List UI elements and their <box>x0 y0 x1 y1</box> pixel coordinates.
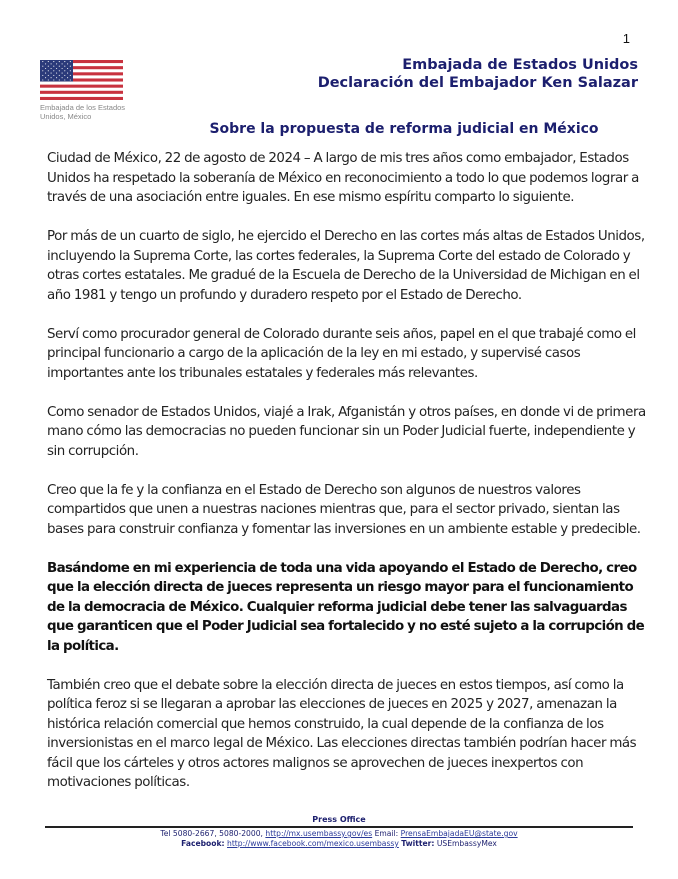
flag-star <box>51 77 52 78</box>
flag-stripe <box>40 85 123 88</box>
facebook-label: Facebook: <box>181 839 225 848</box>
flag-star <box>70 75 71 76</box>
flag-star <box>59 66 60 67</box>
flag-star <box>64 61 65 62</box>
flag-stripe <box>40 97 123 100</box>
flag-star <box>48 61 49 62</box>
twitter-label: Twitter: <box>401 839 435 848</box>
embassy-logo <box>40 60 130 121</box>
flag-star <box>51 73 52 74</box>
document-subject: Sobre la propuesta de reforma judicial en México <box>209 121 599 137</box>
flag-stripe <box>40 91 123 94</box>
flag-star <box>53 66 54 67</box>
letterhead-line2: Declaración del Embajador Ken Salazar <box>317 75 638 91</box>
flag-star <box>62 73 63 74</box>
flag-star <box>56 68 57 69</box>
flag-star <box>48 70 49 71</box>
flag-star <box>51 68 52 69</box>
flag-star <box>53 75 54 76</box>
flag-star <box>42 66 43 67</box>
embassy-website-link[interactable]: http://mx.usembassy.gov/es <box>265 829 373 838</box>
facebook-link[interactable]: http://www.facebook.com/mexico.usembassy <box>227 839 399 848</box>
logo-caption-line1: Embajada de los Estados <box>40 103 126 112</box>
press-email-link[interactable]: PrensaEmbajadaEU@state.gov <box>400 829 518 838</box>
us-flag-icon <box>40 60 123 100</box>
letterhead-line1: Embajada de Estados Unidos <box>402 57 638 73</box>
footer-tel: Tel 5080-2667, 5080-2000, <box>160 829 263 838</box>
flag-star <box>64 79 65 80</box>
flag-star <box>48 79 49 80</box>
flag-star <box>67 68 68 69</box>
paragraph-2: Por más de un cuarto de siglo, he ejercido el Derecho en las cortes más altas de Estados Unidos, incluyendo la Suprema Corte, las cortes federales, la Suprema Corte del estado de Colorado y otras cortes estatales. Me gradué de la Escuela de Derecho de la Universidad de Michigan en el año 1981 y tengo un profundo y duradero respeto por el Estado de Derecho. <box>47 229 645 303</box>
flag-star <box>62 77 63 78</box>
paragraph-1: Ciudad de México, 22 de agosto de 2024 – A largo de mis tres años como embajador, Estados Unidos ha respetado la soberanía de México en reconocimiento a todo lo que podemos lograr a través de una asociación entre iguales. En ese mismo espíritu comparto lo siguiente. <box>47 151 639 205</box>
flag-star <box>64 70 65 71</box>
press-office-title: Press Office <box>312 815 366 824</box>
flag-star <box>53 70 54 71</box>
paragraph-7: También creo que el debate sobre la elección directa de jueces en estos tiempos, así como la política feroz si se llegaran a aprobar las elecciones de jueces en 2025 y 2027, amenazan la histórica relación comercial que hemos construido, la cual depende de la confianza de los inversionistas en el marco legal de México. Las elecciones directas también podrían hacer más fácil que los cárteles y otros actores malignos se aprovechen de jueces inexpertos con motivaciones políticas. <box>47 677 637 790</box>
footer-email-label: Email: <box>374 829 399 838</box>
flag-star <box>59 70 60 71</box>
flag-star <box>42 70 43 71</box>
flag-star <box>64 75 65 76</box>
flag-star <box>62 68 63 69</box>
flag-star <box>45 63 46 64</box>
paragraph-4: Como senador de Estados Unidos, viajé a Irak, Afganistán y otros países, en donde vi de primera mano cómo las democracias no pueden funcionar sin un Poder Judicial fuerte, independiente y sin corrupción. <box>47 404 646 459</box>
flag-star <box>56 73 57 74</box>
flag-star <box>42 79 43 80</box>
flag-star <box>42 75 43 76</box>
flag-star <box>45 77 46 78</box>
flag-star <box>67 77 68 78</box>
flag-star <box>67 73 68 74</box>
footer-divider <box>45 826 633 828</box>
paragraph-3: Serví como procurador general de Colorado durante seis años, papel en el que trabajé como el principal funcionario a cargo de la aplicación de la ley en mi estado, y supervisé casos importantes ante los tribunales estatales y federales más relevantes. <box>47 326 636 381</box>
flag-star <box>59 75 60 76</box>
footer-social-line <box>45 839 633 849</box>
statement-body <box>47 149 647 812</box>
flag-star <box>56 77 57 78</box>
paragraph-5: Creo que la fe y la confianza en el Estado de Derecho son algunos de nuestros valores compartidos que unen a nuestras naciones mientras que, para el sector privado, sientan las bases para construir confianza y fomentar las inversiones en un ambiente estable y predecible. <box>47 482 641 537</box>
flag-star <box>48 66 49 67</box>
flag-star <box>64 66 65 67</box>
flag-star <box>70 61 71 62</box>
letterhead-title <box>318 56 638 92</box>
twitter-handle: USEmbassyMex <box>436 839 497 848</box>
press-office-footer <box>45 815 633 849</box>
footer-contact-line <box>45 829 633 839</box>
flag-star <box>59 79 60 80</box>
flag-star <box>42 61 43 62</box>
flag-star <box>45 68 46 69</box>
paragraph-6-emphasis: Basándome en mi experiencia de toda una vida apoyando el Estado de Derecho, creo que la elección directa de jueces representa un riesgo mayor para el funcionamiento de la democracia de México. Cualquier reforma judicial debe tener las salvaguardas que garanticen que el Poder Judicial sea fortalecido y no esté sujeto a la corrupción de la política. <box>47 560 645 654</box>
flag-star <box>59 61 60 62</box>
flag-star <box>70 79 71 80</box>
flag-star <box>51 63 52 64</box>
flag-star <box>56 63 57 64</box>
flag-star <box>62 63 63 64</box>
flag-star <box>70 66 71 67</box>
flag-star <box>70 70 71 71</box>
flag-star <box>45 73 46 74</box>
flag-star <box>53 79 54 80</box>
flag-star <box>67 63 68 64</box>
flag-star <box>53 61 54 62</box>
logo-caption-line2: Unidos, México <box>40 112 92 121</box>
page-number: 1 <box>622 31 630 46</box>
flag-star <box>48 75 49 76</box>
